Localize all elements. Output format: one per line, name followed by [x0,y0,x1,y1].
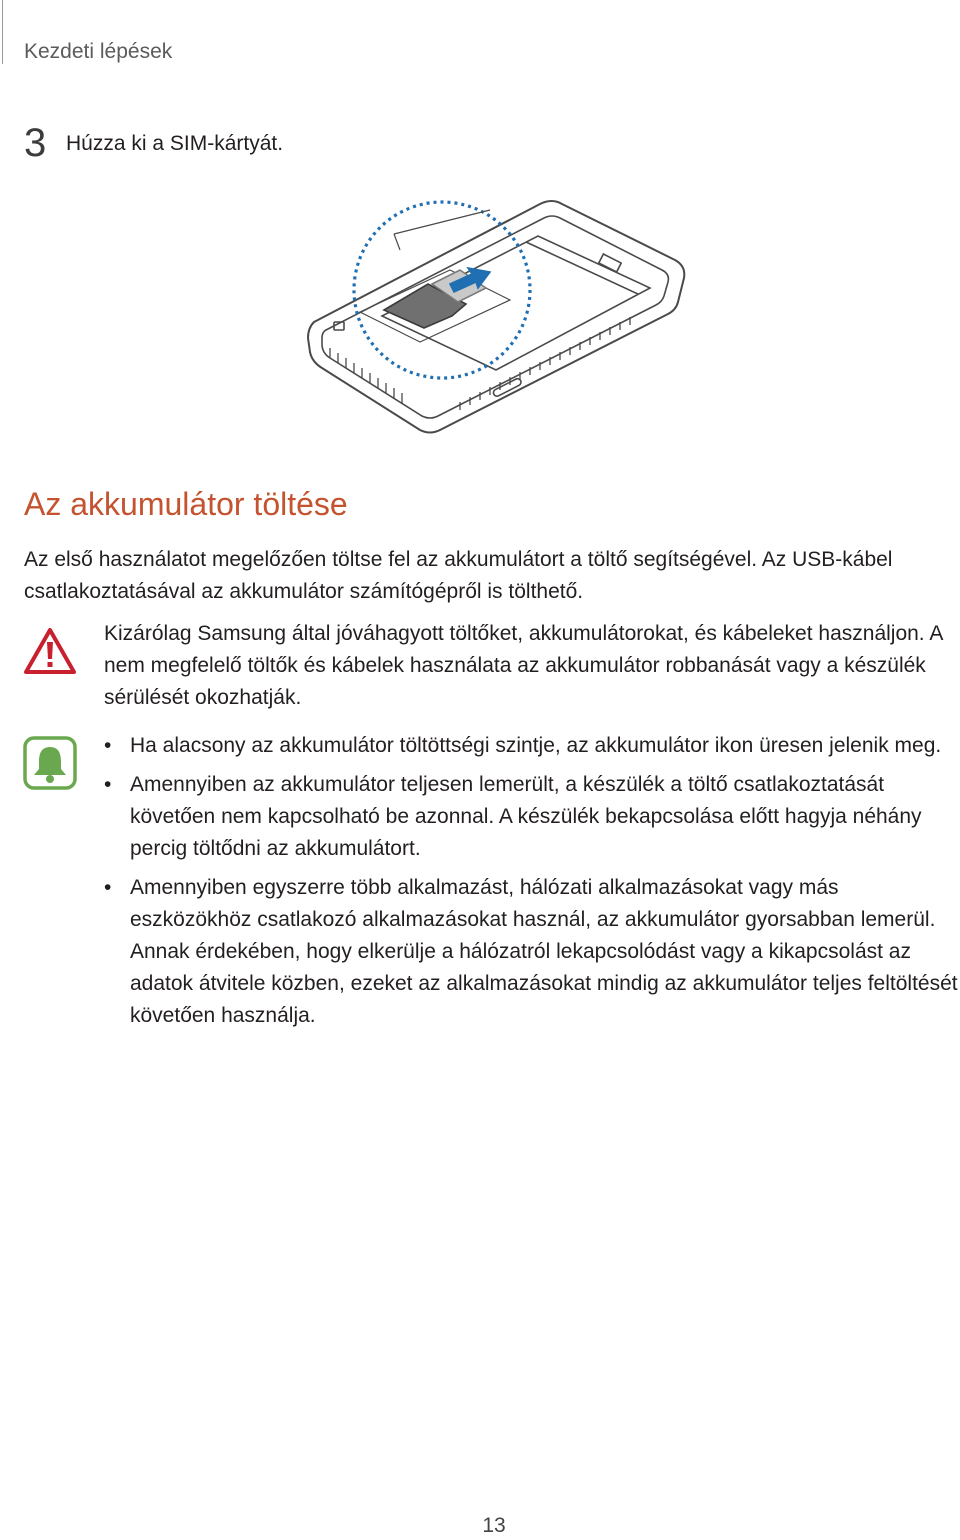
note-text: Ha alacsony az akkumulátor töltöttségi szintje, az akkumulátor ikon üresen jelenik meg. [130,734,942,757]
note-text: Amennyiben egyszerre több alkalmazást, hálózati alkalmazásokat vagy más eszközökhöz csatlakozó alkalmazásokat használ, az akkumulátor gyorsabban lemerül. Annak érdekében, hogy elkerülje a hálózatról lekapcsolódást vagy a kikapcsolást az adatok átvitele közben, ezeket az alkalmazásokat mindig az akkumulátor teljes feltöltését követően használja. [130,876,958,1027]
note-item [104,769,960,865]
step-text: Húzza ki a SIM-kártyát. [66,132,284,155]
note-text: Amennyiben az akkumulátor teljesen lemerült, a készülék a töltő csatlakoztatását követően nem kapcsolható be azonnal. A készülék bekapcsolása előtt hagyja néhány percig töltődni az akkumulátort. [130,773,922,860]
section-header: Kezdeti lépések [24,40,173,63]
step-number: 3 [24,121,47,165]
bullet: • [104,773,112,796]
notes-list [104,730,960,1039]
bell-note-icon [23,736,77,790]
note-item [104,872,960,1032]
note-item [104,730,960,762]
page-number: 13 [482,1514,506,1537]
warning-triangle-icon [22,626,78,676]
warning-text: Kizárólag Samsung által jóváhagyott töltőket, akkumulátorokat, és kábeleket használjon. A nem megfelelő töltők és kábelek használata az akkumulátor robbanását vagy a készülék sérülését okozhatják. [104,622,943,709]
bullet: • [104,734,112,757]
section-intro: Az első használatot megelőzően töltse fel az akkumulátort a töltő segítségével. Az USB-kábel csatlakoztatásával az akkumulátor számítógépről is tölthető. [24,548,893,603]
section-title: Az akkumulátor töltése [24,486,348,522]
sim-card-removal-illustration [300,192,690,442]
bullet: • [104,876,112,899]
page-edge-line [2,0,3,64]
